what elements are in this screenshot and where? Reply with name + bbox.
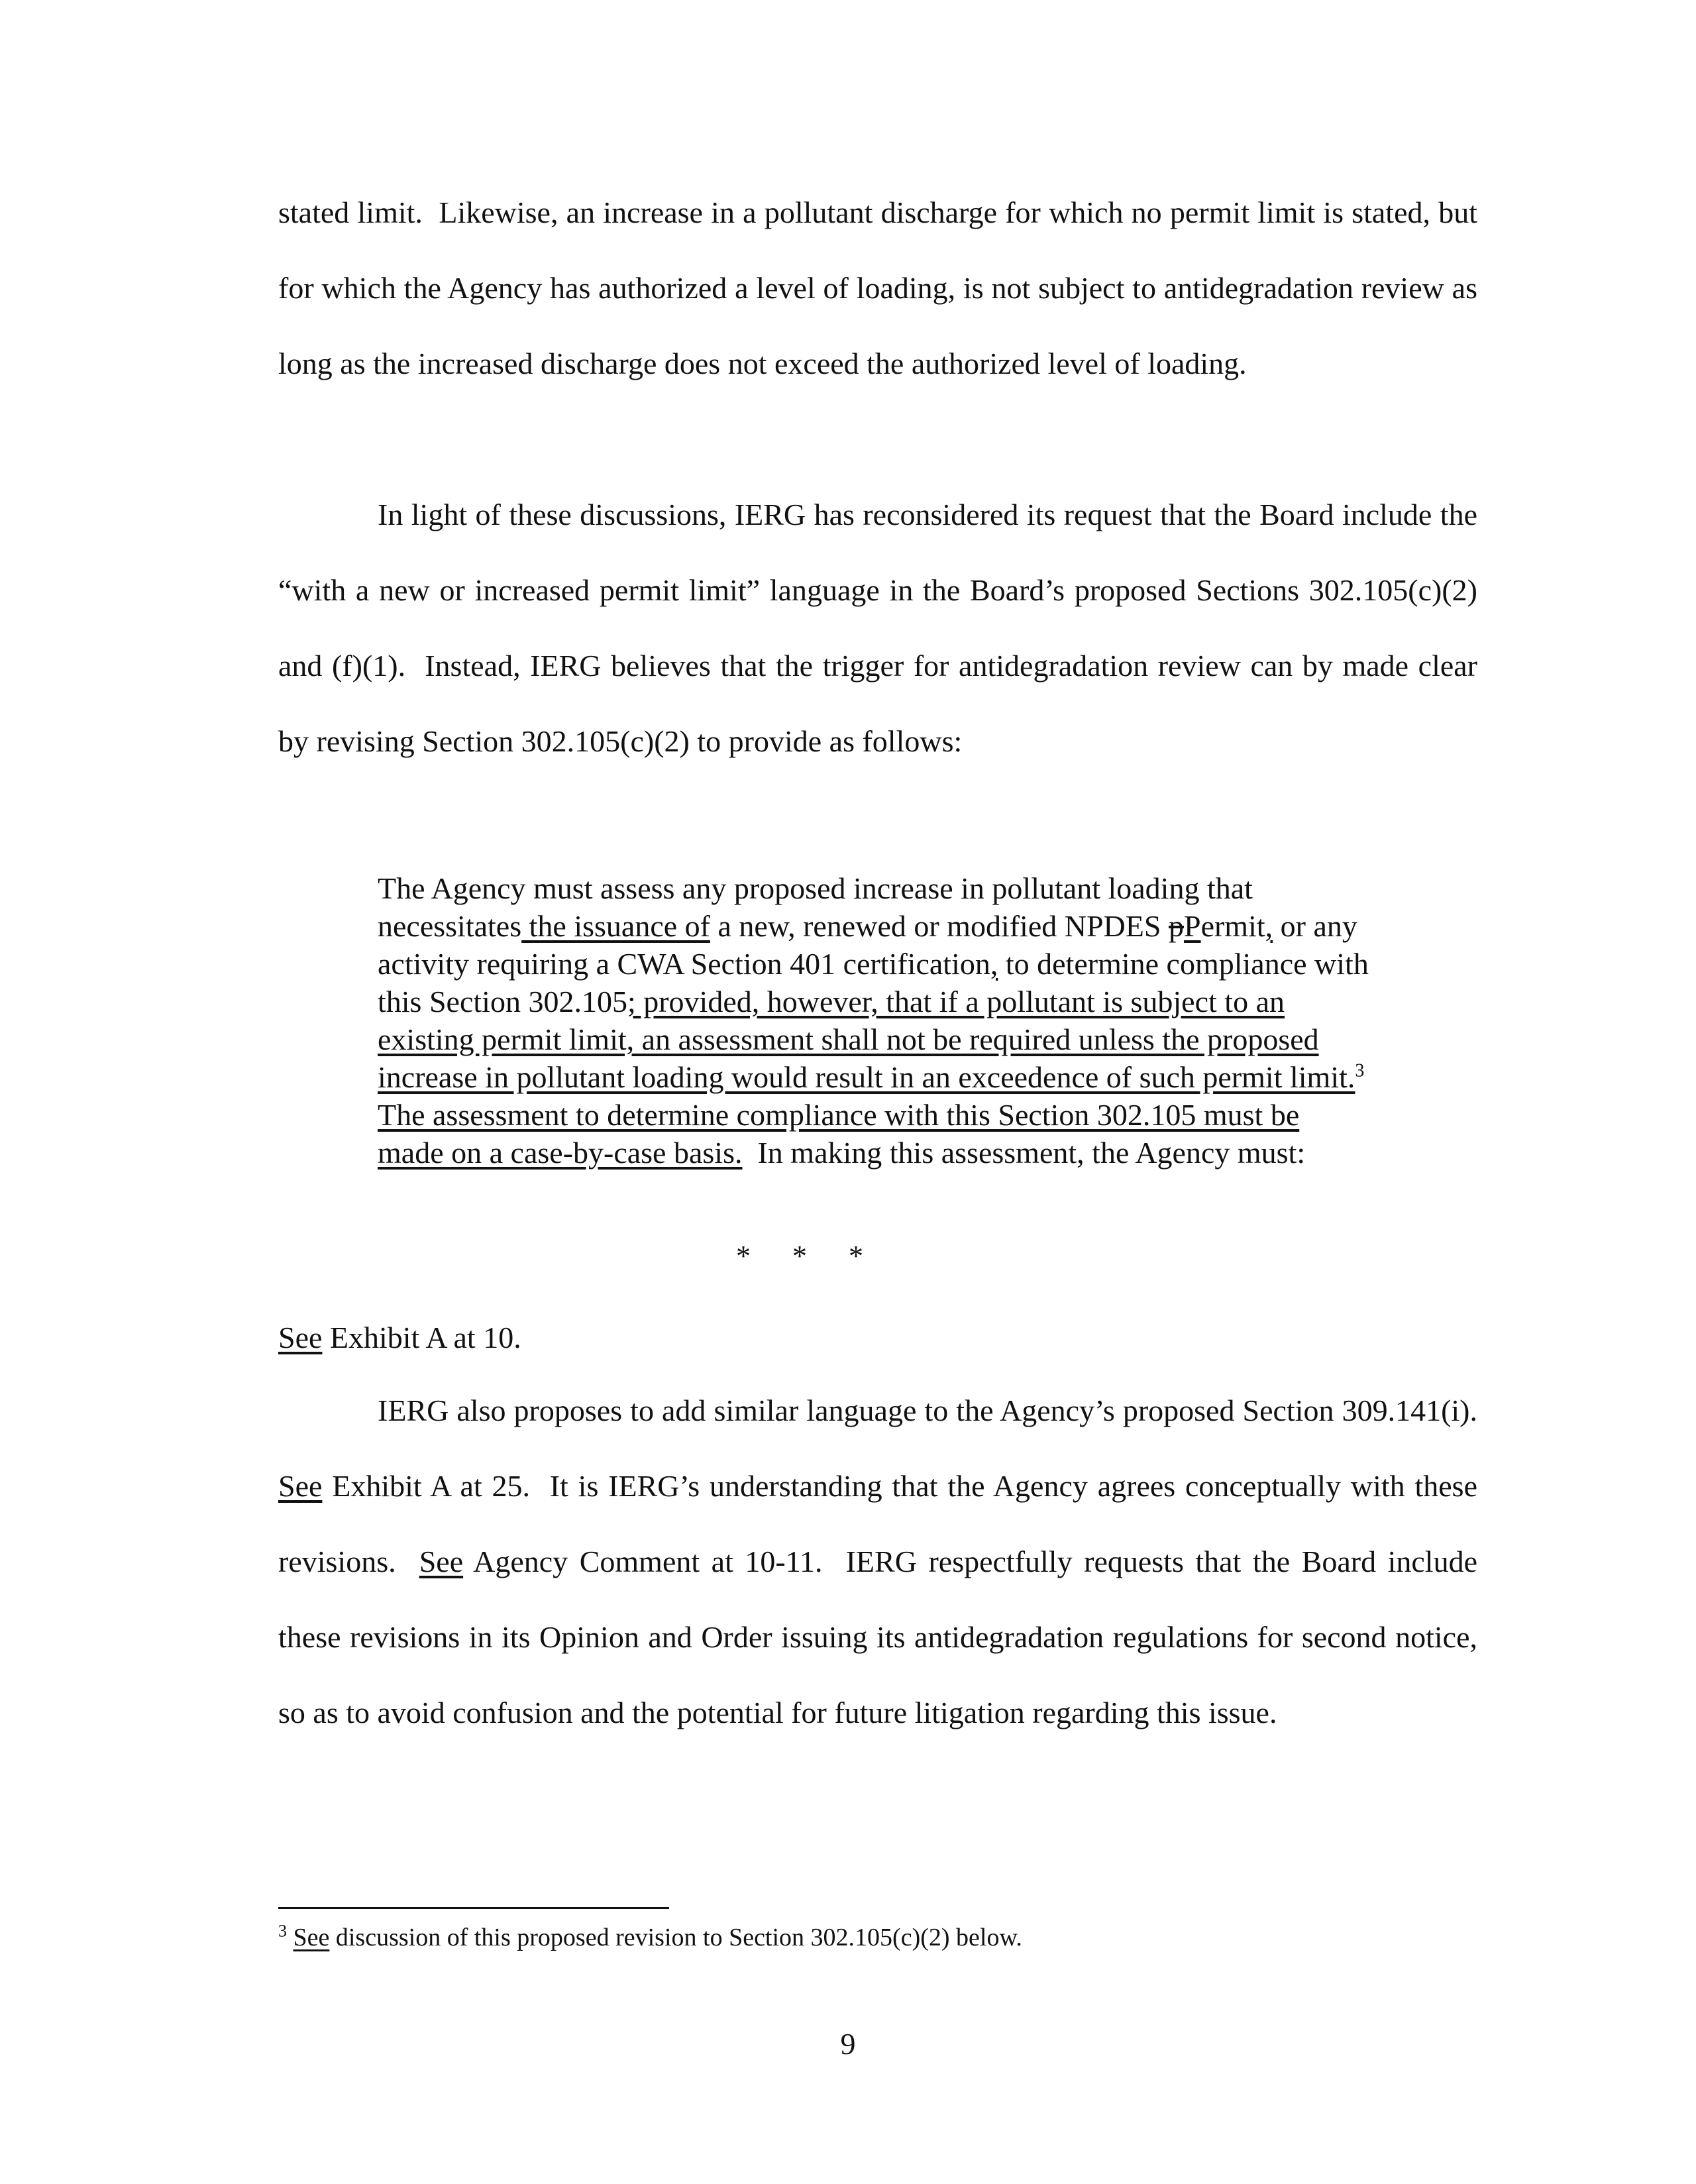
- inserted-text: the issuance of: [521, 909, 710, 943]
- quote-text: to determine compliance with this Section 302.105: [378, 947, 1369, 1018]
- quote-text: or any activity requiring a CWA Section 401 certification: [378, 909, 1357, 981]
- footnote-reference: 3: [1355, 1060, 1365, 1081]
- see-signal: See: [419, 1545, 464, 1578]
- see-signal: See: [293, 1924, 330, 1951]
- block-quote-proposed-revision: [378, 869, 1371, 1172]
- quote-text: ermit: [1200, 909, 1265, 943]
- inserted-text: The assessment to determine compliance with this Section 302.105 must be made on a case-by-case basis.: [378, 1098, 1300, 1170]
- deleted-text: p: [1168, 909, 1184, 943]
- paragraph-text: stated limit. Likewise, an increase in a pollutant discharge for which no permit limit is stated, but for which the Agency has authorized a level of loading, is not subject to antidegradation review as long as the increased discharge does not exceed the authorized level of loading.: [278, 195, 1485, 380]
- footnote-separator: [278, 1907, 669, 1909]
- paragraph-text: Exhibit A at 25. It is IERG’s understanding that the Agency agrees conceptually with these revisions.: [278, 1469, 1485, 1578]
- citation-text: Exhibit A at 10.: [322, 1321, 521, 1354]
- inserted-text: ,: [1265, 909, 1273, 943]
- citation-line: [278, 1319, 521, 1356]
- page-number: 9: [840, 2027, 856, 2061]
- quote-text: a new, renewed or modified NPDES: [710, 909, 1169, 943]
- see-signal: See: [278, 1469, 323, 1503]
- quote-text: [1364, 1060, 1379, 1094]
- quote-text: The Agency must assess any proposed increase in pollutant loading that necessitates: [378, 871, 1253, 943]
- inserted-text: ,: [990, 947, 998, 981]
- paragraph-text: In light of these discussions, IERG has reconsidered its request that the Board include the “with a new or increased permit limit” language in the Board’s proposed Sections 302.105(c)(2) and (f)(1). Instead, IERG believes that the trigger for antidegradation review can by made clear by revising Section 302.105(c)(2) to provide as follows:: [278, 498, 1485, 758]
- footnote-text: discussion of this proposed revision to Section 302.105(c)(2) below.: [329, 1924, 1022, 1951]
- footnote-number: 3: [278, 1921, 287, 1941]
- paragraph-continuation: [278, 175, 1485, 402]
- paragraph-text: Agency Comment at 10-11. IERG respectfully requests that the Board include these revisions in its Opinion and Order issuing its antidegradation regulations for second notice, so as to avoid confusion and the potential for future litigation regarding this issue.: [278, 1545, 1485, 1729]
- quote-text: In making this assessment, the Agency must:: [742, 1136, 1306, 1170]
- footnote: [278, 1922, 1022, 1953]
- see-signal: See: [278, 1321, 323, 1354]
- omission-asterisks: * * *: [736, 1240, 880, 1272]
- paragraph-request: [278, 1373, 1493, 1751]
- paragraph-reconsideration: [278, 477, 1485, 779]
- inserted-text: ; provided, however, that if a pollutant is subject to an existing permit limit, an assessment shall not be required unless the proposed increase in pollutant loading would result in an exceedence of such permit limit.: [378, 985, 1355, 1094]
- inserted-text: P: [1183, 909, 1201, 943]
- paragraph-text: IERG also proposes to add similar language to the Agency’s proposed Section 309.141(i).: [378, 1393, 1493, 1427]
